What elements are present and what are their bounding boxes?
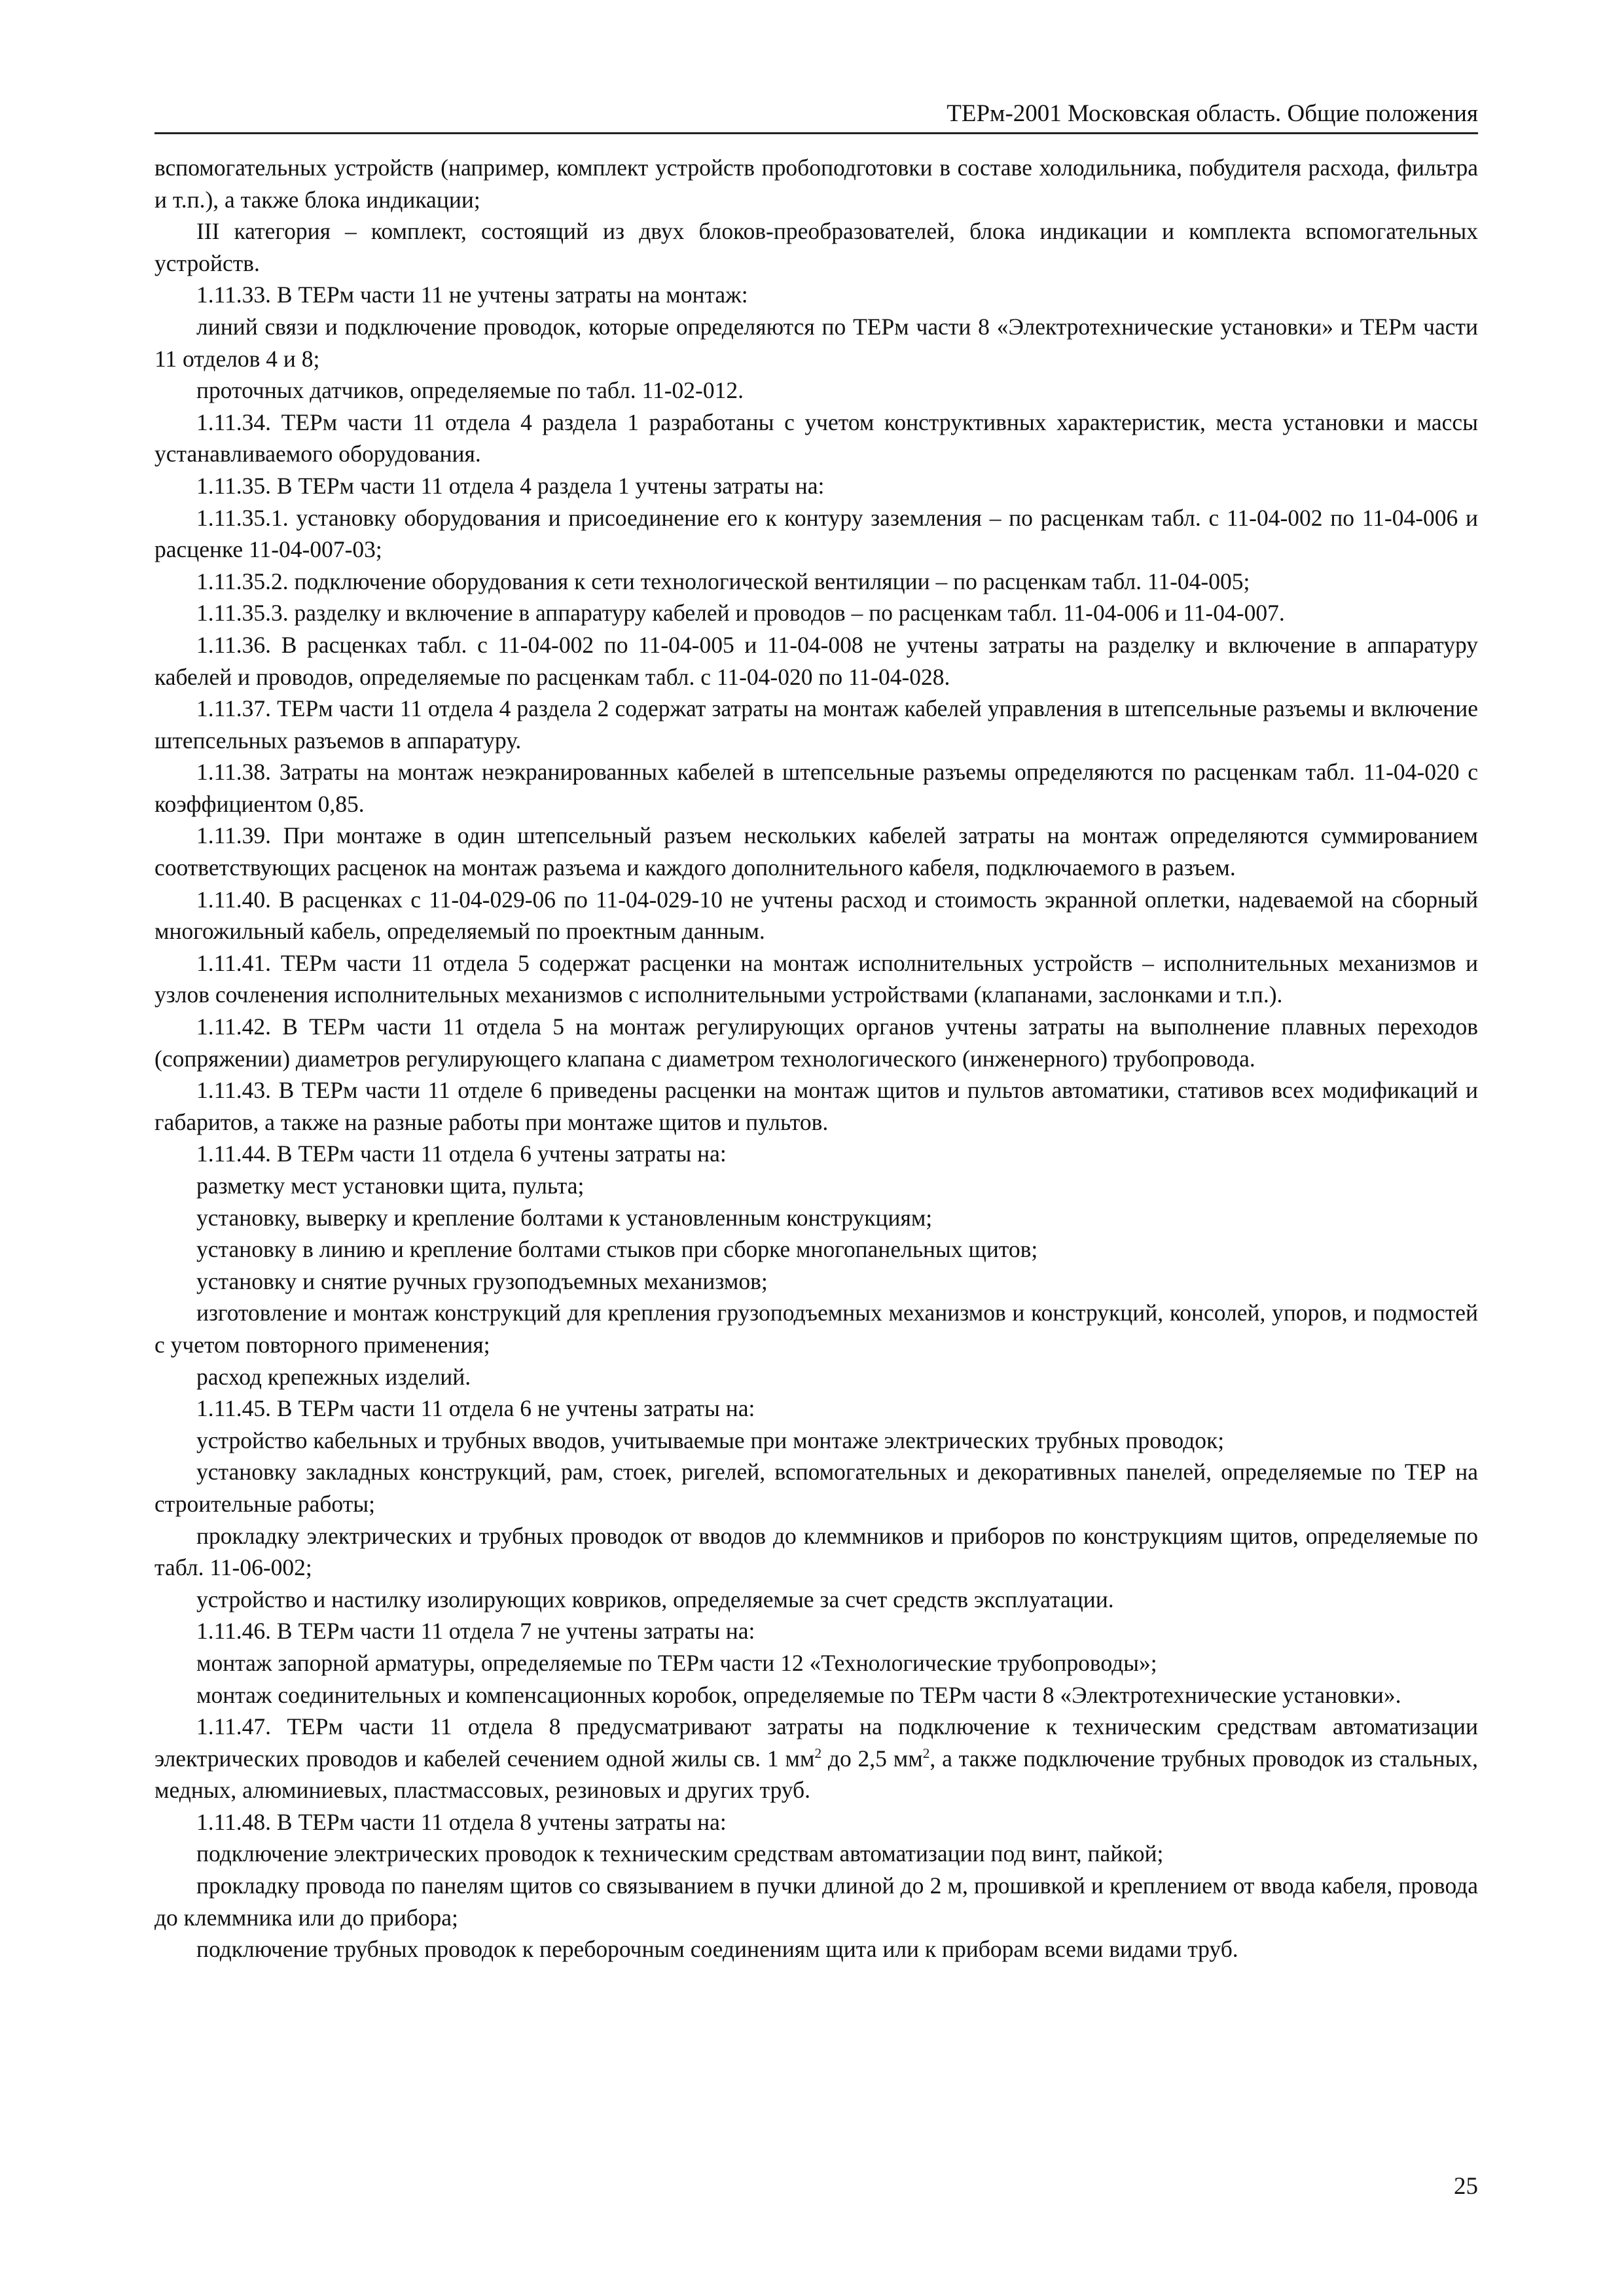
- paragraph: устройство и настилку изолирующих ковриков, определяемые за счет средств эксплуатации.: [196, 1586, 1114, 1613]
- paragraph: подключение электрических проводок к техническим средствам автоматизации под винт, пайкой;: [196, 1840, 1164, 1867]
- header-title: ТЕРм-2001 Московская область. Общие положения: [947, 100, 1478, 127]
- paragraph: изготовление и монтаж конструкций для крепления грузоподъемных механизмов и конструкций, консолей, упоров, и подмостей с учетом повторного применения;: [154, 1300, 1478, 1358]
- paragraph: 1.11.44. В ТЕРм части 11 отдела 6 учтены затраты на:: [196, 1140, 727, 1167]
- paragraph: 1.11.33. В ТЕРм части 11 не учтены затраты на монтаж:: [196, 282, 748, 308]
- paragraph: 1.11.35.1. установку оборудования и присоединение его к контуру заземления – по расценкам табл. с 11-04-002 по 11-04-006 и расценке 11-04-007-03;: [154, 504, 1478, 563]
- paragraph: 1.11.39. При монтаже в один штепсельный разъем нескольких кабелей затраты на монтаж определяются суммированием соответствующих расценок на монтаж разъема и каждого дополнительного кабеля, подключаемого в разъем.: [154, 822, 1478, 881]
- paragraph: монтаж запорной арматуры, определяемые по ТЕРм части 12 «Технологические трубопроводы»;: [196, 1649, 1157, 1676]
- page-header: [154, 96, 1478, 134]
- paragraph: подключение трубных проводок к переборочным соединениям щита или к приборам всеми видами труб.: [196, 1936, 1238, 1963]
- paragraph-text: , а также подключение трубных проводок из стальных, медных, алюминиевых, пластмассовых, резиновых и других труб.: [154, 1745, 1478, 1804]
- paragraph: 1.11.37. ТЕРм части 11 отдела 4 раздела 2 содержат затраты на монтаж кабелей управления в штепсельные разъемы и включение штепсельных разъемов в аппаратуру.: [154, 695, 1478, 754]
- paragraph-text: 1.11.47. ТЕРм части 11 отдела 8 предусматривают затраты на подключение к техническим средствам автоматизации электрических проводов и кабелей сечением одной жилы св. 1 мм: [154, 1713, 1478, 1772]
- paragraph: разметку мест установки щита, пульта;: [196, 1173, 585, 1199]
- paragraph: установку в линию и крепление болтами стыков при сборке многопанельных щитов;: [196, 1236, 1038, 1263]
- paragraph: 1.11.36. В расценках табл. с 11-04-002 по 11-04-005 и 11-04-008 не учтены затраты на разделку и включение в аппаратуру кабелей и проводов, определяемые по расценкам табл. с 11-04-020 по 11-04-028.: [154, 631, 1478, 690]
- paragraph: 1.11.41. ТЕРм части 11 отдела 5 содержат расценки на монтаж исполнительных устройств – исполнительных механизмов и узлов сочленения исполнительных механизмов с исполнительными устройствами (клапанами, заслонками и т.п.).: [154, 949, 1478, 1008]
- paragraph: III категория – комплект, состоящий из двух блоков-преобразователей, блока индикации и комплекта вспомогательных устройств.: [154, 218, 1478, 276]
- paragraph: вспомогательных устройств (например, комплект устройств пробоподготовки в составе холодильника, побудителя расхода, фильтра и т.п.), а также блока индикации;: [154, 155, 1478, 213]
- paragraph: 1.11.42. В ТЕРм части 11 отдела 5 на монтаж регулирующих органов учтены затраты на выполнение плавных переходов (сопряжении) диаметров регулирующего клапана с диаметром технологического (инженерного) трубопровода.: [154, 1013, 1478, 1072]
- paragraph: 1.11.38. Затраты на монтаж неэкранированных кабелей в штепсельные разъемы определяются по расценкам табл. 11-04-020 с коэффициентом 0,85.: [154, 759, 1478, 817]
- paragraph: 1.11.46. В ТЕРм части 11 отдела 7 не учтены затраты на:: [196, 1618, 755, 1645]
- paragraph: установку и снятие ручных грузоподъемных механизмов;: [196, 1267, 768, 1294]
- paragraph: 1.11.40. В расценках с 11-04-029-06 по 11-04-029-10 не учтены расход и стоимость экранной оплетки, надеваемой на сборный многожильный кабель, определяемый по проектным данным.: [154, 886, 1478, 945]
- superscript: 2: [814, 1745, 822, 1761]
- paragraph: линий связи и подключение проводок, которые определяются по ТЕРм части 8 «Электротехнические установки» и ТЕРм части 11 отделов 4 и 8;: [154, 313, 1478, 372]
- body-text: [154, 152, 1478, 1965]
- paragraph: устройство кабельных и трубных вводов, учитываемые при монтаже электрических трубных проводок;: [196, 1427, 1225, 1453]
- paragraph: прокладку электрических и трубных проводок от вводов до клеммников и приборов по конструкциям щитов, определяемые по табл. 11-06-002;: [154, 1522, 1478, 1581]
- paragraph: 1.11.35.2. подключение оборудования к сети технологической вентиляции – по расценкам табл. 11-04-005;: [196, 568, 1250, 594]
- paragraph: 1.11.35. В ТЕРм части 11 отдела 4 раздела 1 учтены затраты на:: [196, 472, 825, 499]
- paragraph-text: до 2,5 мм: [821, 1745, 923, 1772]
- paragraph-1-11-47: [154, 1711, 1478, 1806]
- paragraph: прокладку провода по панелям щитов со связыванием в пучки длиной до 2 м, прошивкой и креплением от ввода кабеля, провода до клеммника или до прибора;: [154, 1872, 1478, 1931]
- paragraph: расход крепежных изделий.: [196, 1363, 471, 1390]
- paragraph: проточных датчиков, определяемые по табл. 11-02-012.: [196, 377, 744, 404]
- paragraph: установку, выверку и крепление болтами к установленным конструкциям;: [196, 1204, 933, 1231]
- superscript: 2: [922, 1745, 930, 1761]
- page-number: 25: [1454, 2173, 1478, 2200]
- paragraph: 1.11.34. ТЕРм части 11 отдела 4 раздела 1 разработаны с учетом конструктивных характеристик, места установки и массы устанавливаемого оборудования.: [154, 409, 1478, 467]
- paragraph: 1.11.45. В ТЕРм части 11 отдела 6 не учтены затраты на:: [196, 1395, 755, 1422]
- paragraph: 1.11.35.3. разделку и включение в аппаратуру кабелей и проводов – по расценкам табл. 11-04-006 и 11-04-007.: [196, 600, 1285, 627]
- paragraph: монтаж соединительных и компенсационных коробок, определяемые по ТЕРм части 8 «Электротехнические установки».: [196, 1681, 1401, 1708]
- paragraph: установку закладных конструкций, рам, стоек, ригелей, вспомогательных и декоративных панелей, определяемые по ТЕР на строительные работы;: [154, 1459, 1478, 1517]
- paragraph: 1.11.48. В ТЕРм части 11 отдела 8 учтены затраты на:: [196, 1808, 727, 1835]
- paragraph: 1.11.43. В ТЕРм части 11 отделе 6 приведены расценки на монтаж щитов и пультов автоматики, стативов всех модификаций и габаритов, а также на разные работы при монтаже щитов и пультов.: [154, 1077, 1478, 1135]
